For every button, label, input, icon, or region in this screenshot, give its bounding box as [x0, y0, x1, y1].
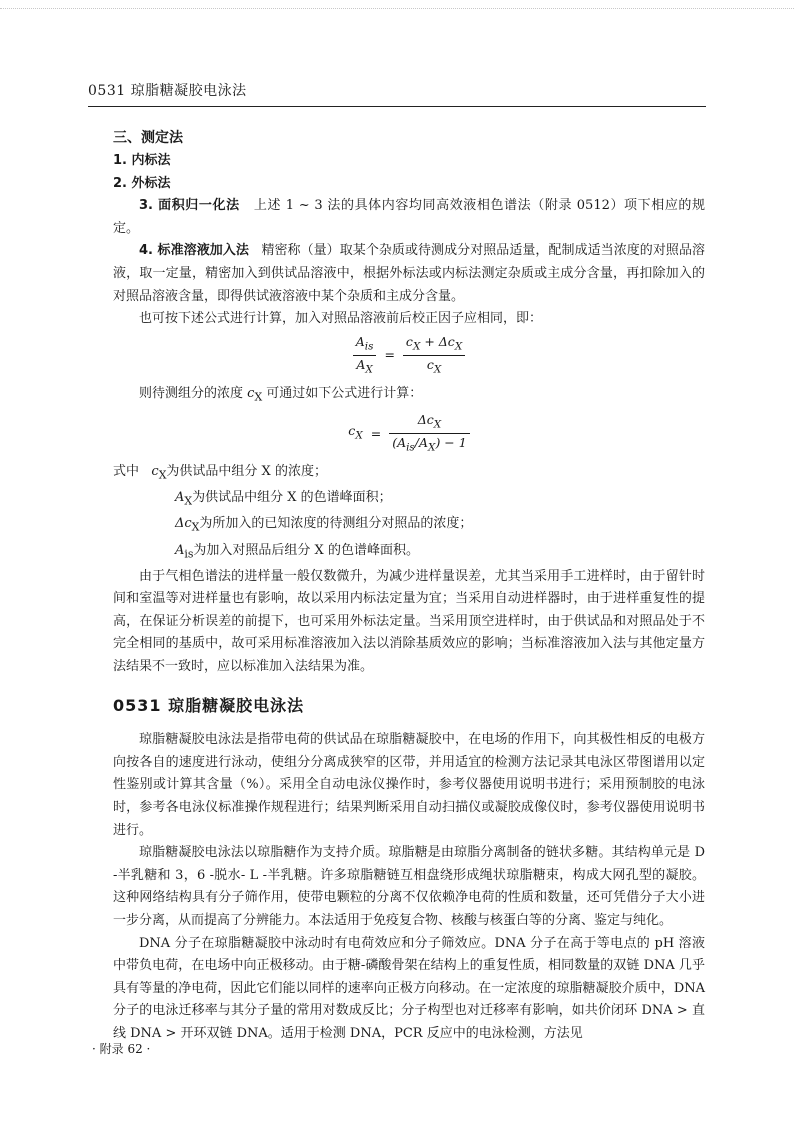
item-external-standard: 2. 外标法 — [113, 175, 171, 191]
formula-intro: 也可按下述公式进行计算，加入对照品溶液前后校正因子应相同，即： — [139, 311, 543, 327]
header-rule — [88, 106, 706, 107]
item-standard-addition-label: 4. 标准溶液加入法 — [139, 243, 249, 259]
section-heading: 三、测定法 — [113, 130, 183, 146]
formula-concentration: $c_X$ = $\frac{\Delta c_X}{(A_{is}/A_X) - 1}$ — [113, 411, 705, 457]
section-title-agarose: 0531 琼脂糖凝胶电泳法 — [113, 695, 305, 715]
where-label: 式中 — [113, 463, 140, 479]
paragraph-agarose-2: 琼脂糖凝胶电泳法以琼脂糖作为支持介质。琼脂糖是由琼脂分离制备的链状多糖。其结构单元是 D -半乳糖和 3，6 -脱水- L -半乳糖。许多琼脂糖链互相盘绕形成绳状琼脂糖束，构成大网孔型的凝胶。这种网络结构具有分子筛作用，使带电颗粒的分离不仅依赖净电荷的性质和数量，还可凭借分子大小进一步分离，从而提高了分辨能力。本法适用于免疫复合物、核酸与核蛋白等的分离、鉴定与纯化。 — [113, 845, 705, 928]
fraction-left: $\frac{A_{is}}{A_X}$ — [353, 333, 377, 379]
where-row-2: $A_X$为供试品中组分 X 的色谱峰面积； — [175, 490, 392, 508]
item-internal-standard: 1. 内标法 — [113, 153, 171, 168]
paragraph-agarose-3: DNA 分子在琼脂糖凝胶中泳动时有电荷效应和分子筛效应。DNA 分子在高于等电点的 pH 溶液中带负电荷，在电场中向正极移动。由于糖-磷酸骨架在结构上的重复性质，相同数量的双链 DNA 几乎具有等量的净电荷，因此它们能以同样的速率向正极方向移动。在一定浓度的琼脂糖凝胶介质中，DNA 分子的电泳迁移率与其分子量的常用对数成反比；分子构型也对迁移率有影响，如共价闭环 DNA > 直线 DNA > 开环双链 DNA。适用于检测 DNA，PCR 反应中的电泳检测，方法见 — [113, 935, 705, 1041]
running-header: 0531 琼脂糖凝胶电泳法 — [88, 83, 247, 99]
concentration-intro: 则待测组分的浓度 $c_X$ 可通过如下公式进行计算： — [139, 385, 423, 404]
paragraph-agarose-1: 琼脂糖凝胶电泳法是指带电荷的供试品在琼脂糖凝胶中，在电场的作用下，向其极性相反的电极方向按各自的速度进行泳动，使组分分离成狭窄的区带，并用适宜的检测方法记录其电泳区带图谱用以定性鉴别或计算其含量（%）。采用全自动电泳仪操作时，参考仪器使用说明书进行；采用预制胶的电泳时，参考各电泳仪标准操作规程进行；结果判断采用自动扫描仪或凝胶成像仪时，参考仪器使用说明书进行。 — [113, 732, 705, 838]
item-normalization-label: 3. 面积归一化法 — [139, 198, 240, 214]
page-content — [113, 124, 705, 1046]
item-normalization — [113, 195, 705, 240]
top-dotted-line — [0, 8, 794, 9]
fraction-concentration: $\frac{\Delta c_X}{(A_{is}/A_X) - 1}$ — [389, 411, 470, 457]
where-row-3: $\Delta c_X$为所加入的已知浓度的待测组分对照品的浓度； — [175, 516, 473, 534]
item-standard-addition-text: 精密称（量）取某个杂质或待测成分对照品适量，配制成适当浓度的对照品溶液，取一定量，精密加入到供试品溶液中，根据外标法或内标法测定杂质或主成分含量，再扣除加入的对照品溶液含量，即得供试液溶液中某个杂质和主成分含量。 — [113, 243, 705, 304]
paragraph-quantitation-note: 由于气相色谱法的进样量一般仅数微升，为减少进样量误差，尤其当采用手工进样时，由于留针时间和室温等对进样量也有影响，故以采用内标法定量为宜；当采用自动进样器时，由于进样重复性的提高，在保证分析误差的前提下，也可采用外标法定量。当采用顶空进样时，由于供试品和对照品处于不完全相同的基质中，故可采用标准溶液加入法以消除基质效应的影响；当标准溶液加入法与其他定量方法结果不一致时，应以标准加入法结果为准。 — [113, 568, 705, 675]
page-number: · 附录 62 · — [92, 1042, 151, 1056]
where-row-4: $A_{is}$为加入对照品后组分 X 的色谱峰面积。 — [175, 542, 419, 561]
where-row-1: 式中 $c_X$为供试品中组分 X 的浓度； — [113, 463, 327, 482]
item-normalization-text: 上述 1 ~ 3 法的具体内容均同高效液相色谱法（附录 0512）项下相应的规定。 — [113, 198, 706, 236]
formula-correction-factor: $\frac{A_{is}}{A_X}$ = $\frac{c_X + \Delta c_X}{c_X}$ — [113, 333, 705, 379]
item-standard-addition — [113, 240, 705, 308]
fraction-right: $\frac{c_X + \Delta c_X}{c_X}$ — [403, 333, 465, 379]
